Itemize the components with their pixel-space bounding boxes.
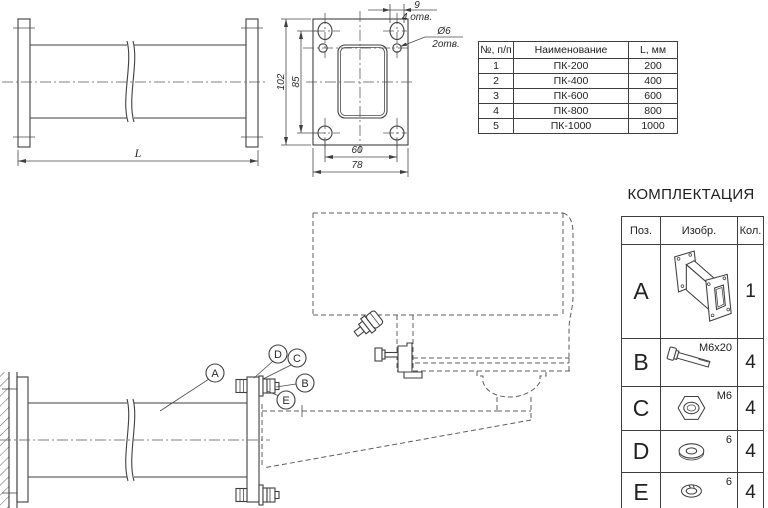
kit-pos: E bbox=[622, 473, 661, 508]
kit-header-qty: Кол. bbox=[738, 217, 764, 245]
dim-hole-count: 2отв. bbox=[432, 39, 460, 50]
row-length: 1000 bbox=[629, 119, 678, 134]
row-num: 3 bbox=[479, 89, 514, 104]
kit-image-cell bbox=[661, 245, 738, 339]
waveguide-iso-icon bbox=[662, 245, 737, 335]
kit-image-cell bbox=[661, 339, 738, 387]
dim-col-spacing: 60 bbox=[351, 145, 363, 156]
callout-c-label: C bbox=[293, 353, 301, 365]
table-row bbox=[479, 74, 678, 89]
kit-part-label: M6 bbox=[716, 390, 732, 402]
kit-qty: 4 bbox=[738, 339, 764, 387]
dim-slot-count: 4 отв. bbox=[401, 12, 433, 23]
kit-part-label: 6 bbox=[725, 434, 732, 446]
kit-image-cell bbox=[661, 431, 738, 473]
flange-view bbox=[276, 0, 463, 177]
callout-b-label: B bbox=[301, 378, 309, 390]
camera-housing-outline bbox=[262, 213, 573, 468]
kit-row bbox=[622, 245, 764, 339]
row-name: ПК-1000 bbox=[514, 119, 629, 134]
kit-qty: 4 bbox=[738, 473, 764, 508]
row-length: 600 bbox=[629, 89, 678, 104]
callout-a-label: A bbox=[211, 368, 219, 380]
dim-row-spacing: 85 bbox=[291, 76, 302, 88]
kit-row bbox=[622, 473, 764, 508]
size-table-header-name: Наименование bbox=[514, 42, 629, 59]
dim-length: L bbox=[134, 146, 142, 160]
table-row bbox=[479, 119, 678, 134]
clamp-bolt bbox=[375, 343, 422, 378]
table-row bbox=[479, 89, 678, 104]
size-table-header-num: №, п/п bbox=[479, 42, 514, 59]
row-length: 200 bbox=[629, 59, 678, 74]
callout-d-label: D bbox=[274, 349, 282, 361]
callout-e-label: E bbox=[282, 395, 290, 407]
dim-hole-dia: Ø6 bbox=[437, 26, 451, 37]
size-table-header-length: L, мм bbox=[629, 42, 678, 59]
kit-table bbox=[621, 216, 764, 508]
kit-row bbox=[622, 339, 764, 387]
kit-part-label: 6 bbox=[725, 476, 732, 488]
row-num: 5 bbox=[479, 119, 514, 134]
kit-header-pos: Поз. bbox=[622, 217, 661, 245]
kit-pos: D bbox=[622, 431, 661, 473]
size-table bbox=[478, 41, 678, 134]
table-row bbox=[479, 104, 678, 119]
kit-qty: 1 bbox=[738, 245, 764, 339]
assembly-view bbox=[0, 213, 573, 508]
kit-header-row bbox=[622, 217, 764, 245]
callouts bbox=[160, 345, 314, 411]
kit-pos: C bbox=[622, 387, 661, 431]
row-length: 800 bbox=[629, 104, 678, 119]
row-length: 400 bbox=[629, 74, 678, 89]
kit-qty: 4 bbox=[738, 387, 764, 431]
kit-image-cell bbox=[661, 387, 738, 431]
row-num: 2 bbox=[479, 74, 514, 89]
row-num: 1 bbox=[479, 59, 514, 74]
kit-pos: A bbox=[622, 245, 661, 339]
table-row bbox=[479, 59, 678, 74]
dim-slot-width: 9 bbox=[414, 0, 420, 11]
row-num: 4 bbox=[479, 104, 514, 119]
kit-qty: 4 bbox=[738, 431, 764, 473]
row-name: ПК-400 bbox=[514, 74, 629, 89]
size-table-header-row bbox=[479, 42, 678, 59]
kit-row bbox=[622, 387, 764, 431]
dim-width: 78 bbox=[351, 160, 363, 171]
row-name: ПК-600 bbox=[514, 89, 629, 104]
kit-row bbox=[622, 431, 764, 473]
dim-height: 102 bbox=[276, 73, 287, 91]
row-name: ПК-800 bbox=[514, 104, 629, 119]
kit-header-image: Изобр. bbox=[661, 217, 738, 245]
kit-title: КОМПЛЕКТАЦИЯ bbox=[627, 186, 755, 203]
kit-pos: B bbox=[622, 339, 661, 387]
row-name: ПК-200 bbox=[514, 59, 629, 74]
kit-part-label: M6x20 bbox=[698, 342, 732, 354]
kit-image-cell bbox=[661, 473, 738, 508]
side-view bbox=[2, 19, 268, 166]
wing-screw bbox=[350, 309, 384, 341]
